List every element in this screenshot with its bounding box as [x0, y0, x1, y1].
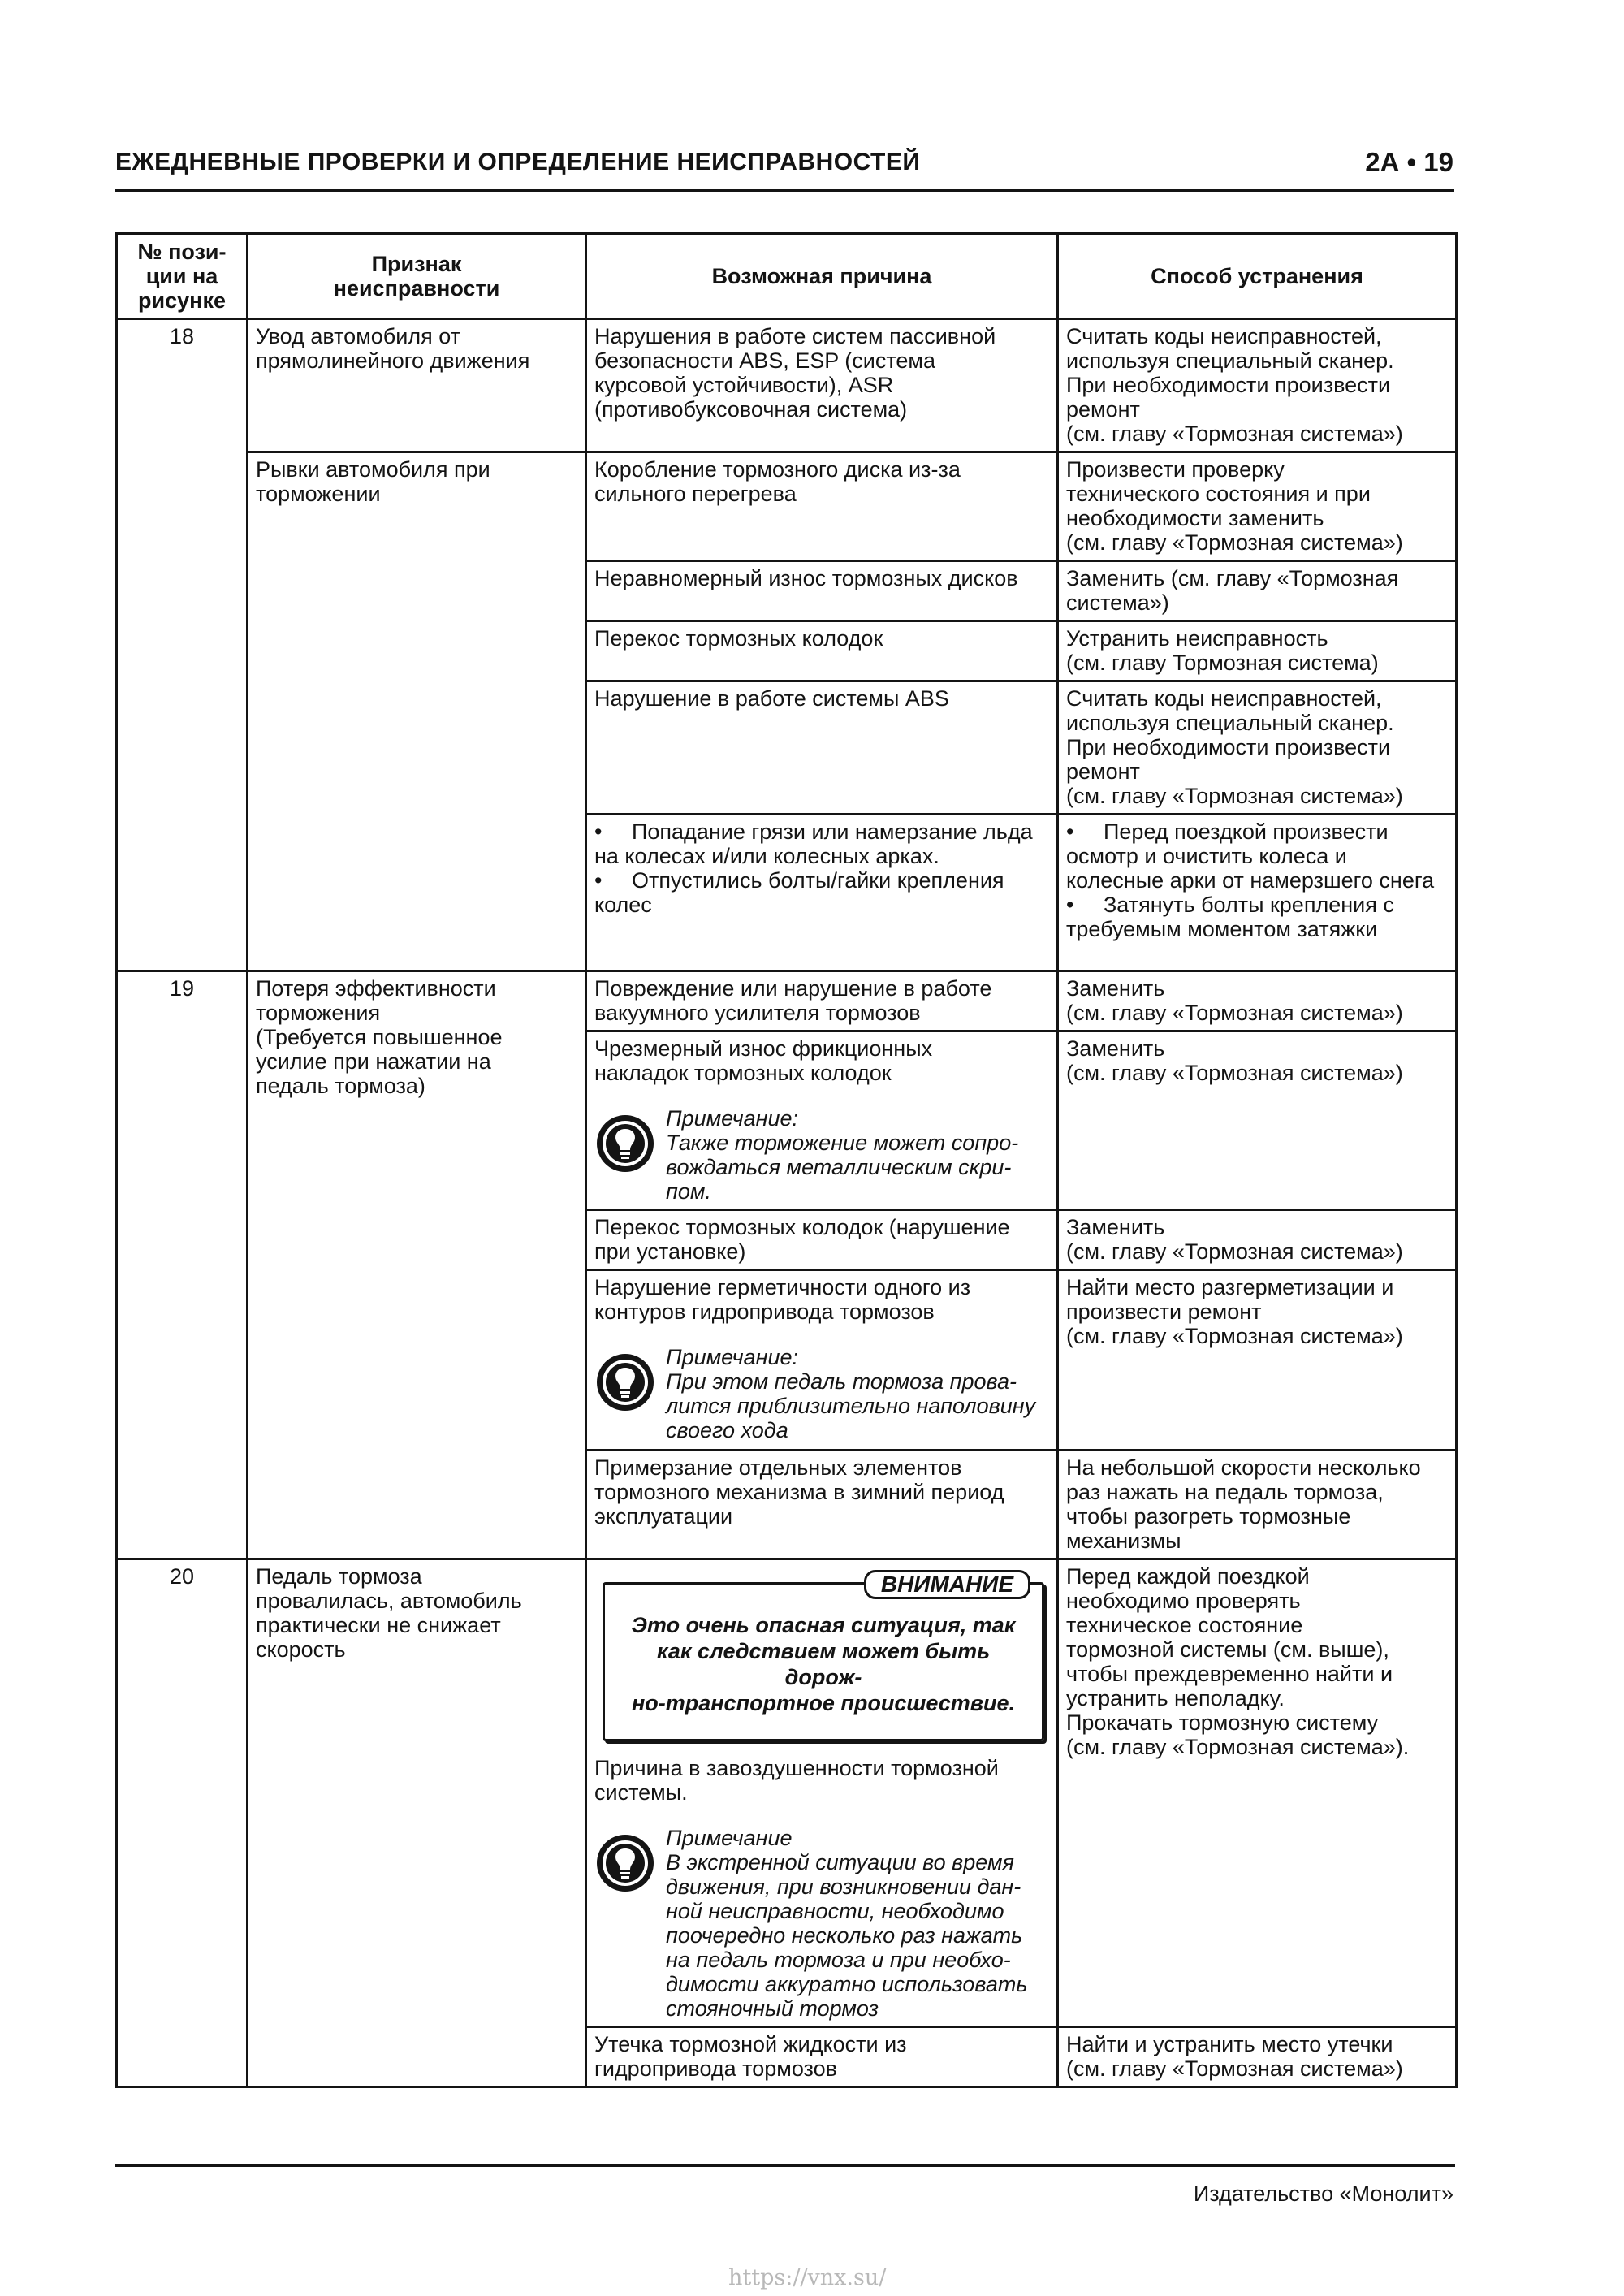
- possible-cause: [586, 1451, 1058, 1559]
- text-line: необходимости заменить: [1066, 506, 1324, 530]
- text-line: тормозного механизма в зимний период: [594, 1480, 1004, 1504]
- text-line: технического состояния и при: [1066, 482, 1371, 506]
- remedy: [1058, 1270, 1457, 1451]
- text-line: системы.: [594, 1780, 688, 1805]
- header-divider: [115, 189, 1454, 192]
- note-title: Примечание: [666, 1826, 793, 1850]
- possible-cause: [586, 319, 1058, 452]
- text-line: ной неисправности, необходимо: [666, 1899, 1004, 1923]
- remedy: [1058, 319, 1457, 452]
- text-line: практически не снижает: [256, 1613, 501, 1637]
- text-line: Также торможение может сопро-: [666, 1131, 1019, 1155]
- text-line: димости аккуратно использовать: [666, 1972, 1028, 1996]
- text-line: Рывки автомобиля при: [256, 457, 490, 482]
- text-line: Заменить (см. главу «Тормозная: [1066, 566, 1399, 590]
- text-line: лится приблизительно наполовину: [666, 1394, 1036, 1418]
- bullet-item: • Попадание грязи или намерзание льда на колесах и/или колесных арках.: [594, 819, 1033, 868]
- column-header-fix: Способ устранения: [1058, 234, 1457, 319]
- text-line: При этом педаль тормоза прова-: [666, 1369, 1017, 1394]
- text-line: № пози-: [137, 240, 227, 264]
- table-row: [117, 971, 1457, 1031]
- text-line: (Требуется повышенное: [256, 1025, 503, 1049]
- text-line: Увод автомобиля от: [256, 324, 460, 348]
- remedy: [1058, 815, 1457, 971]
- text-line: Это очень опасная ситуация, так: [631, 1613, 1016, 1637]
- text-line: Перекос тормозных колодок: [594, 626, 883, 651]
- troubleshooting-table: [115, 232, 1458, 2088]
- page-number: 2А • 19: [1365, 147, 1453, 177]
- table-header-row: [117, 234, 1457, 319]
- text-line: (противобуксовочная система): [594, 397, 908, 422]
- fault-sign: [248, 452, 586, 971]
- text-line: Считать коды неисправностей,: [1066, 324, 1382, 348]
- text-line: Утечка тормозной жидкости из: [594, 2032, 907, 2056]
- warning-box: [603, 1572, 1044, 1741]
- text-line: ции на: [145, 264, 218, 288]
- possible-cause: [586, 681, 1058, 815]
- text-line: прямолинейного движения: [256, 348, 530, 373]
- text-line: чтобы преждевременно найти и: [1066, 1662, 1393, 1686]
- text-line: (см. главу «Тормозная система»): [1066, 1061, 1403, 1085]
- lightbulb-icon: [594, 1832, 656, 1894]
- note-title: Примечание:: [666, 1345, 798, 1369]
- text-line: пом.: [666, 1179, 711, 1204]
- column-header-position: [117, 234, 248, 319]
- position-number: 20: [117, 1559, 248, 2087]
- text-line: сильного перегрева: [594, 482, 797, 506]
- text-line: При необходимости произвести: [1066, 373, 1391, 397]
- possible-cause: [586, 2027, 1058, 2087]
- text-line: торможения: [256, 1001, 381, 1025]
- text-line: стояночный тормоз: [666, 1996, 879, 2021]
- text-line: эксплуатации: [594, 1504, 733, 1529]
- text-line: контуров гидропривода тормозов: [594, 1299, 935, 1324]
- remedy: [1058, 1031, 1457, 1210]
- bullet-item: • Затянуть болты крепления с требуемым моментом затяжки: [1066, 893, 1394, 941]
- text-line: вакуумного усилителя тормозов: [594, 1001, 921, 1025]
- text-line: Считать коды неисправностей,: [1066, 686, 1382, 711]
- text-line: (см. главу «Тормозная система»): [1066, 784, 1403, 808]
- note-block: [594, 1345, 1049, 1442]
- text-line: скорость: [256, 1637, 346, 1662]
- text-line: устранить неполадку.: [1066, 1686, 1285, 1710]
- bullet-item: • Отпустились болты/гайки крепления колес: [594, 868, 1004, 917]
- text-line: Перед каждой поездкой: [1066, 1564, 1310, 1589]
- text-line: Устранить неисправность: [1066, 626, 1328, 651]
- text-line: Чрезмерный износ фрикционных: [594, 1036, 933, 1061]
- text-line: Перекос тормозных колодок (нарушение: [594, 1215, 1010, 1239]
- fault-sign: [248, 319, 586, 452]
- text-line: но-транспортное происшествие.: [631, 1691, 1016, 1715]
- text-line: как следствием может быть дорож-: [656, 1639, 991, 1689]
- text-line: усилие при нажатии на: [256, 1049, 491, 1074]
- text-line: Признак: [371, 252, 462, 276]
- text-line: торможении: [256, 482, 381, 506]
- fault-sign: [248, 971, 586, 1559]
- text-line: используя специальный сканер.: [1066, 348, 1394, 373]
- text-line: (см. главу «Тормозная система»): [1066, 1001, 1403, 1025]
- text-line: движения, при возникновении дан-: [666, 1874, 1021, 1899]
- text-line: используя специальный сканер.: [1066, 711, 1394, 735]
- lightbulb-icon: [594, 1351, 656, 1413]
- text-line: курсовой устойчивости), ASR: [594, 373, 894, 397]
- text-line: чтобы разогреть тормозные: [1066, 1504, 1351, 1529]
- remedy: [1058, 1559, 1457, 2027]
- text-line: Заменить: [1066, 1215, 1165, 1239]
- footer-divider: [115, 2164, 1455, 2167]
- text-line: Примерзание отдельных элементов: [594, 1455, 962, 1480]
- text-line: Повреждение или нарушение в работе: [594, 976, 992, 1001]
- possible-cause: [586, 621, 1058, 681]
- text-line: ремонт: [1066, 397, 1140, 422]
- note-title: Примечание:: [666, 1106, 798, 1131]
- text-line: На небольшой скорости несколько: [1066, 1455, 1421, 1480]
- table-row: [117, 452, 1457, 561]
- page-header-title: ЕЖЕДНЕВНЫЕ ПРОВЕРКИ И ОПРЕДЕЛЕНИЕ НЕИСПРАВНОСТЕЙ: [115, 149, 921, 175]
- text-line: Неравномерный износ тормозных дисков: [594, 566, 1018, 590]
- text-line: (см. главу «Тормозная система»): [1066, 2056, 1403, 2081]
- table-row: [117, 319, 1457, 452]
- text-line: своего хода: [666, 1418, 788, 1442]
- possible-cause: [586, 452, 1058, 561]
- bullet-item: • Перед поездкой произвести осмотр и очистить колеса и колесные арки от намерзшего снега: [1066, 819, 1435, 893]
- text-line: необходимо проверять: [1066, 1589, 1301, 1613]
- text-line: техническое состояние: [1066, 1613, 1303, 1637]
- text-line: поочередно несколько раз нажать: [666, 1923, 1023, 1948]
- text-line: ремонт: [1066, 759, 1140, 784]
- remedy: [1058, 971, 1457, 1031]
- text-line: В экстренной ситуации во время: [666, 1850, 1014, 1874]
- text-line: Заменить: [1066, 1036, 1165, 1061]
- text-line: раз нажать на педаль тормоза,: [1066, 1480, 1384, 1504]
- text-line: произвести ремонт: [1066, 1299, 1262, 1324]
- text-line: безопасности ABS, ESP (система: [594, 348, 935, 373]
- note-block: [594, 1826, 1049, 2021]
- text-line: Коробление тормозного диска из-за: [594, 457, 961, 482]
- column-header-cause: Возможная причина: [586, 234, 1058, 319]
- text-line: Найти место разгерметизации и: [1066, 1275, 1394, 1299]
- position-number: 19: [117, 971, 248, 1559]
- text-line: (см. главу «Тормозная система»): [1066, 530, 1403, 555]
- column-header-sign: [248, 234, 586, 319]
- possible-cause: [586, 971, 1058, 1031]
- warning-text: [620, 1612, 1027, 1716]
- text-line: Произвести проверку: [1066, 457, 1285, 482]
- text-line: тормозной системы (см. выше),: [1066, 1637, 1389, 1662]
- position-number: 18: [117, 319, 248, 971]
- possible-cause: [586, 1270, 1058, 1451]
- text-line: (см. главу «Тормозная система»): [1066, 422, 1403, 446]
- table-row: [117, 1559, 1457, 2027]
- text-line: Нарушение герметичности одного из: [594, 1275, 971, 1299]
- text-line: (см. главу «Тормозная система»).: [1066, 1735, 1410, 1759]
- text-line: рисунке: [138, 288, 226, 313]
- warning-label: ВНИМАНИЕ: [864, 1570, 1030, 1599]
- text-line: (см. главу «Тормозная система»): [1066, 1324, 1403, 1348]
- possible-cause: [586, 1031, 1058, 1210]
- note-block: [594, 1106, 1049, 1204]
- text-line: (см. главу «Тормозная система»): [1066, 1239, 1403, 1264]
- publisher-name: Издательство «Монолит»: [1193, 2181, 1453, 2206]
- text-line: провалилась, автомобиль: [256, 1589, 522, 1613]
- text-line: Потеря эффективности: [256, 976, 496, 1001]
- text-line: (см. главу Тормозная система): [1066, 651, 1379, 675]
- text-line: При необходимости произвести: [1066, 735, 1391, 759]
- text-line: Причина в завоздушенности тормозной: [594, 1756, 999, 1780]
- text-line: неисправности: [333, 276, 500, 301]
- text-line: Заменить: [1066, 976, 1165, 1001]
- lightbulb-icon: [594, 1113, 656, 1174]
- remedy: [1058, 1451, 1457, 1559]
- remedy: [1058, 561, 1457, 621]
- text-line: система»): [1066, 590, 1169, 615]
- fault-sign: [248, 1559, 586, 2087]
- remedy: [1058, 452, 1457, 561]
- text-line: накладок тормозных колодок: [594, 1061, 892, 1085]
- text-line: Педаль тормоза: [256, 1564, 422, 1589]
- remedy: [1058, 621, 1457, 681]
- text-line: Нарушение в работе системы ABS: [594, 686, 949, 711]
- text-line: на педаль тормоза и при необхо-: [666, 1948, 1011, 1972]
- possible-cause: [586, 1559, 1058, 2027]
- remedy: [1058, 681, 1457, 815]
- text-line: Нарушения в работе систем пассивной: [594, 324, 996, 348]
- remedy: [1058, 2027, 1457, 2087]
- source-url[interactable]: https://vnx.su/: [728, 2265, 887, 2290]
- text-line: гидропривода тормозов: [594, 2056, 837, 2081]
- remedy: [1058, 1210, 1457, 1270]
- possible-cause: [586, 815, 1058, 971]
- text-line: педаль тормоза): [256, 1074, 425, 1098]
- text-line: механизмы: [1066, 1529, 1181, 1553]
- possible-cause: [586, 1210, 1058, 1270]
- text-line: Найти и устранить место утечки: [1066, 2032, 1393, 2056]
- text-line: при установке): [594, 1239, 746, 1264]
- text-line: Прокачать тормозную систему: [1066, 1710, 1379, 1735]
- text-line: вождаться металлическим скри-: [666, 1155, 1012, 1179]
- possible-cause: [586, 561, 1058, 621]
